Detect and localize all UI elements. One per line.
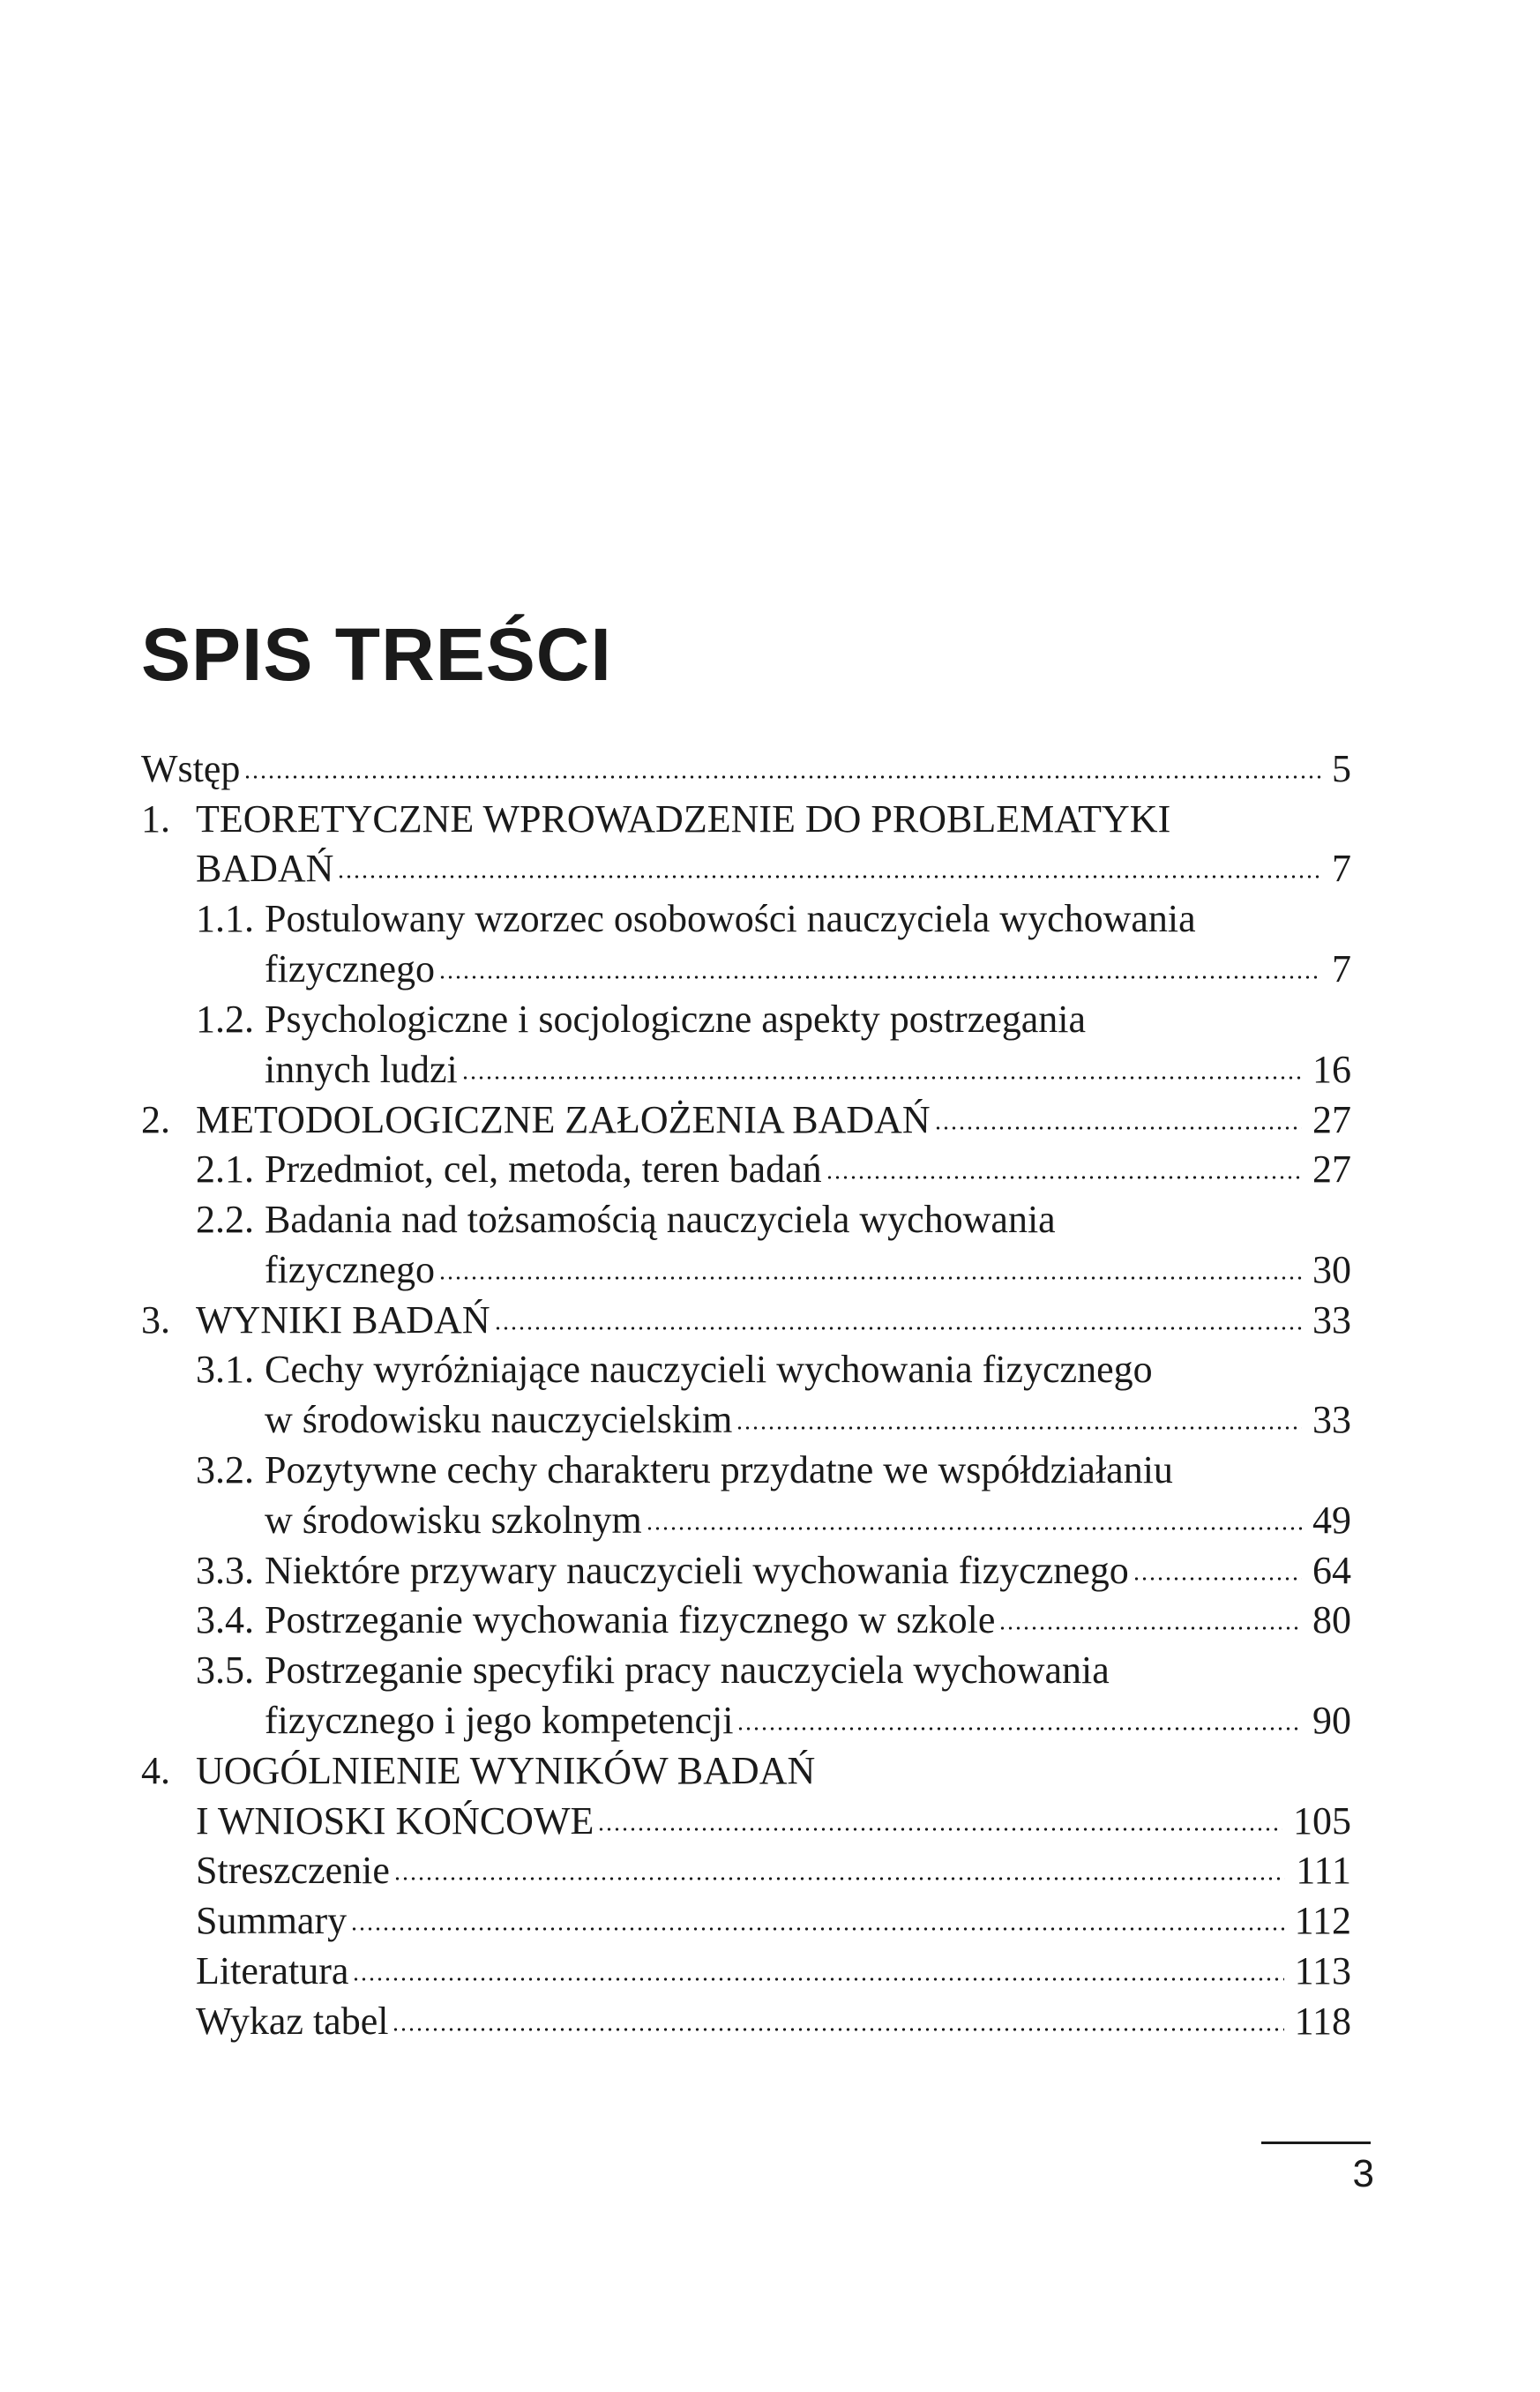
toc-entry-3-5 <box>265 1648 1110 1692</box>
toc-entry-1-title-line <box>196 797 1171 841</box>
dot-leader <box>393 1872 1285 1885</box>
dot-leader <box>736 1422 1302 1434</box>
toc-entry-title: Badania nad tożsamością nauczyciela wychowania <box>265 1198 1056 1241</box>
toc-entry-3-1-number <box>196 1350 254 1389</box>
toc-entry-title: Postrzeganie wychowania fizycznego w szkole <box>265 1598 996 1641</box>
toc-entry-number: 3.3. <box>196 1549 254 1592</box>
dot-leader <box>597 1823 1282 1835</box>
toc-entry-page: 80 <box>1312 1598 1351 1641</box>
toc-entry-number: 2.2. <box>196 1198 254 1241</box>
toc-entry-number: 2. <box>141 1098 170 1141</box>
toc-entry-number: 1.1. <box>196 897 254 940</box>
toc-entry-title: Wstęp <box>141 747 241 790</box>
toc-entry-3-1 <box>265 1350 1153 1389</box>
dot-leader <box>352 1973 1283 1985</box>
dot-leader <box>438 971 1321 983</box>
toc-entry-page: 5 <box>1332 747 1351 790</box>
dot-leader <box>392 2023 1283 2036</box>
toc-entry-3-4 <box>265 1598 1351 1641</box>
toc-entry-title: TEORETYCZNE WPROWADZENIE DO PROBLEMATYKI <box>196 797 1171 841</box>
dot-leader <box>337 871 1321 883</box>
dot-leader <box>934 1122 1302 1134</box>
toc-entry-page: 27 <box>1312 1147 1351 1191</box>
dot-leader <box>998 1622 1302 1634</box>
toc-entry-4 <box>196 1749 816 1792</box>
toc-entry-page: 118 <box>1294 2000 1351 2043</box>
toc-entry-3-5-continuation <box>265 1701 1351 1740</box>
toc-entry-title: Wykaz tabel <box>196 2000 389 2043</box>
toc-entry-title: Pozytywne cechy charakteru przydatne we współdziałaniu <box>265 1448 1173 1491</box>
toc-entry-page: 16 <box>1312 1048 1351 1091</box>
toc-entry-3-1-continuation <box>265 1398 1351 1441</box>
toc-entry-3-2-number <box>196 1448 254 1491</box>
toc-entry-1-2-number <box>196 1000 254 1039</box>
toc-entry-3-2 <box>265 1448 1173 1491</box>
toc-entry-number: 1. <box>141 797 170 841</box>
toc-entry-number: 3.4. <box>196 1598 254 1641</box>
toc-entry-4-continuation <box>196 1799 1351 1843</box>
toc-entry-page: 49 <box>1312 1499 1351 1542</box>
toc-entry-title-continuation: BADAŃ <box>196 847 334 890</box>
toc-entry-1 <box>141 797 170 841</box>
toc-entry-title: Psychologiczne i socjologiczne aspekty postrzegania <box>265 998 1087 1041</box>
toc-entry-title: Summary <box>196 1899 348 1942</box>
toc-entry-page: 30 <box>1312 1248 1351 1291</box>
toc-entry-2-1-number <box>196 1147 254 1191</box>
dot-leader <box>350 1923 1284 1935</box>
toc-entry-title-continuation: w środowisku nauczycielskim <box>265 1398 733 1441</box>
dot-leader <box>1133 1573 1302 1585</box>
toc-entry-2-1 <box>265 1147 1351 1191</box>
toc-entry-page: 111 <box>1296 1849 1351 1892</box>
toc-entry-title-continuation: innych ludzi <box>265 1048 458 1091</box>
toc-entry-1-2 <box>265 1000 1086 1039</box>
toc-entry-literatura <box>196 1949 1351 1992</box>
toc-entry-number: 3.2. <box>196 1448 254 1491</box>
toc-entry-number: 3. <box>141 1298 170 1342</box>
toc-entry-title: UOGÓLNIENIE WYNIKÓW BADAŃ <box>196 1749 816 1792</box>
toc-entry-title: Przedmiot, cel, metoda, teren badań <box>265 1147 822 1191</box>
toc-entry-title-continuation: fizycznego <box>265 947 435 990</box>
toc-entry-3 <box>196 1298 1351 1342</box>
toc-entry-2-number <box>141 1098 170 1141</box>
toc-entry-3-2-continuation <box>265 1501 1351 1540</box>
toc-entry-title: METODOLOGICZNE ZAŁOŻENIA BADAŃ <box>196 1098 931 1141</box>
page-number-rule <box>1261 2142 1371 2144</box>
toc-entry-page: 90 <box>1312 1699 1351 1742</box>
toc-entry-page: 64 <box>1312 1549 1351 1592</box>
toc-entry-page: 112 <box>1294 1899 1351 1942</box>
dot-leader <box>461 1072 1302 1084</box>
toc-entry-page: 27 <box>1312 1098 1351 1141</box>
toc-entry-page: 105 <box>1293 1799 1351 1843</box>
toc-entry-3-number <box>141 1298 170 1342</box>
toc-entry-1-continuation <box>196 849 1351 888</box>
toc-entry-3-3-number <box>196 1551 254 1590</box>
toc-entry-page: 33 <box>1312 1298 1351 1342</box>
toc-entry-title-continuation: w środowisku szkolnym <box>265 1499 642 1542</box>
toc-entry-number: 1.2. <box>196 998 254 1041</box>
toc-entry-title: Literatura <box>196 1949 349 1992</box>
toc-entry-page: 7 <box>1332 947 1351 990</box>
page-title: SPIS TREŚCI <box>141 613 612 696</box>
toc-entry-page: 113 <box>1294 1949 1351 1992</box>
toc-entry-number: 3.1. <box>196 1348 254 1391</box>
dot-leader <box>494 1322 1302 1334</box>
toc-entry-title-continuation: fizycznego <box>265 1248 435 1291</box>
toc-entry-title: Cechy wyróżniające nauczycieli wychowania fizycznego <box>265 1348 1153 1391</box>
toc-entry-number: 2.1. <box>196 1147 254 1191</box>
toc-entry-number: 3.5. <box>196 1648 254 1692</box>
toc-entry-streszczenie <box>196 1851 1351 1890</box>
toc-entry-3-5-number <box>196 1648 254 1692</box>
toc-entry-3-3 <box>265 1551 1351 1590</box>
toc-entry-1-1-continuation <box>265 947 1351 990</box>
toc-entry-2 <box>196 1098 1351 1141</box>
dot-leader <box>826 1171 1302 1184</box>
dot-leader <box>646 1522 1302 1535</box>
toc-entry-1-1 <box>265 897 1196 940</box>
page-number: 3 <box>1352 2152 1374 2195</box>
toc-entry-page: 7 <box>1332 847 1351 890</box>
toc-entry-4-number <box>141 1749 170 1792</box>
dot-leader <box>736 1723 1302 1735</box>
toc-entry-title: WYNIKI BADAŃ <box>196 1298 490 1342</box>
toc-entry-title: Niektóre przywary nauczycieli wychowania fizycznego <box>265 1549 1129 1592</box>
toc-entry-1-2-continuation <box>265 1050 1351 1089</box>
toc-entry-title-continuation: fizycznego i jego kompetencji <box>265 1699 734 1742</box>
toc-entry-page: 33 <box>1312 1398 1351 1441</box>
toc-entry-summary <box>196 1899 1351 1942</box>
dot-leader <box>243 771 1321 783</box>
toc-entry-title: Postulowany wzorzec osobowości nauczyciela wychowania <box>265 897 1196 940</box>
toc-entry-title-continuation: I WNIOSKI KOŃCOWE <box>196 1799 594 1843</box>
dot-leader <box>438 1272 1302 1284</box>
toc-entry-wstep <box>141 747 1351 790</box>
toc-entry-wykaz-tabel <box>196 2002 1351 2041</box>
toc-entry-number: 4. <box>141 1749 170 1792</box>
toc-entry-3-4-number <box>196 1598 254 1641</box>
toc-entry-2-2-continuation <box>265 1248 1351 1291</box>
toc-entry-2-2 <box>265 1200 1056 1239</box>
toc-entry-title: Postrzeganie specyfiki pracy nauczyciela wychowania <box>265 1648 1110 1692</box>
toc-entry-2-2-number <box>196 1200 254 1239</box>
toc-entry-1-1-number <box>196 897 254 940</box>
toc-entry-title: Streszczenie <box>196 1849 390 1892</box>
